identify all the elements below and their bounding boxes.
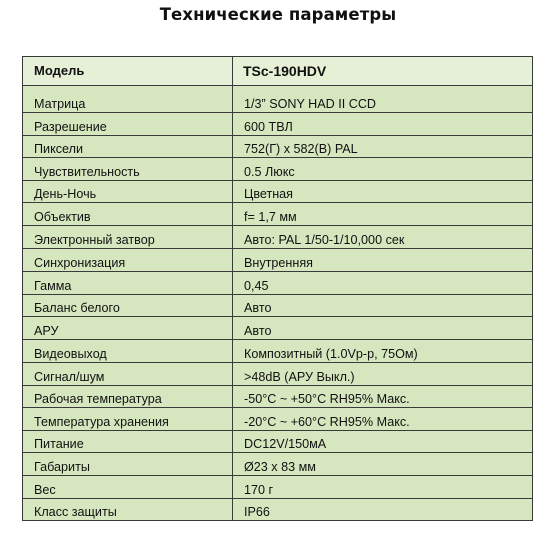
page-title: Технические параметры [159, 5, 397, 24]
table-row [23, 408, 533, 431]
table-row [23, 203, 533, 226]
row-label: Вес [23, 476, 233, 499]
row-value: Ø23 x 83 мм [233, 453, 533, 476]
row-value: f= 1,7 мм [233, 203, 533, 226]
table-row [23, 272, 533, 295]
row-label: Разрешение [23, 113, 233, 136]
row-label: Чувствительность [23, 158, 233, 181]
row-label: Синхронизация [23, 249, 233, 272]
table-row [23, 453, 533, 476]
row-value: 752(Г) x 582(В) PAL [233, 136, 533, 158]
table-row [23, 476, 533, 499]
row-value: Внутренняя [233, 249, 533, 272]
row-label: День-Ночь [23, 181, 233, 203]
row-value: Композитный (1.0Vp-p, 75Ом) [233, 340, 533, 363]
table-row [23, 431, 533, 453]
table-row [23, 86, 533, 113]
table-row [23, 340, 533, 363]
specs-table [22, 56, 533, 521]
row-value: Авто [233, 317, 533, 340]
row-label: Питание [23, 431, 233, 453]
row-label: Сигнал/шум [23, 363, 233, 386]
header-model-value: TSc-190HDV [233, 57, 533, 86]
row-value: -20°C ~ +60°C RH95% Макс. [233, 408, 533, 431]
row-value: 0,45 [233, 272, 533, 295]
row-label: Гамма [23, 272, 233, 295]
table-row [23, 363, 533, 386]
row-value: 1/3” SONY HAD II CCD [233, 86, 533, 113]
table-row [23, 386, 533, 408]
row-value: DC12V/150мА [233, 431, 533, 453]
row-label: Электронный затвор [23, 226, 233, 249]
table-row [23, 226, 533, 249]
row-value: 0.5 Люкс [233, 158, 533, 181]
row-label: Объектив [23, 203, 233, 226]
table-row [23, 317, 533, 340]
row-label: Пиксели [23, 136, 233, 158]
table-row [23, 249, 533, 272]
row-value: 170 г [233, 476, 533, 499]
table-row [23, 136, 533, 158]
row-label: Видеовыход [23, 340, 233, 363]
row-label: Температура хранения [23, 408, 233, 431]
header-label: Модель [23, 57, 233, 86]
row-value: Цветная [233, 181, 533, 203]
row-value: -50°C ~ +50°C RH95% Макс. [233, 386, 533, 408]
table-row [23, 113, 533, 136]
table-row [23, 499, 533, 521]
row-value: IP66 [233, 499, 533, 521]
table-header-row [23, 57, 533, 86]
row-label: Класс защиты [23, 499, 233, 521]
row-label: АРУ [23, 317, 233, 340]
row-value: Авто [233, 295, 533, 317]
table-row [23, 181, 533, 203]
row-label: Рабочая температура [23, 386, 233, 408]
row-value: 600 ТВЛ [233, 113, 533, 136]
row-value: Авто: PAL 1/50-1/10,000 сек [233, 226, 533, 249]
row-value: >48dB (АРУ Выкл.) [233, 363, 533, 386]
row-label: Габариты [23, 453, 233, 476]
table-row [23, 295, 533, 317]
row-label: Матрица [23, 86, 233, 113]
row-label: Баланс белого [23, 295, 233, 317]
table-row [23, 158, 533, 181]
